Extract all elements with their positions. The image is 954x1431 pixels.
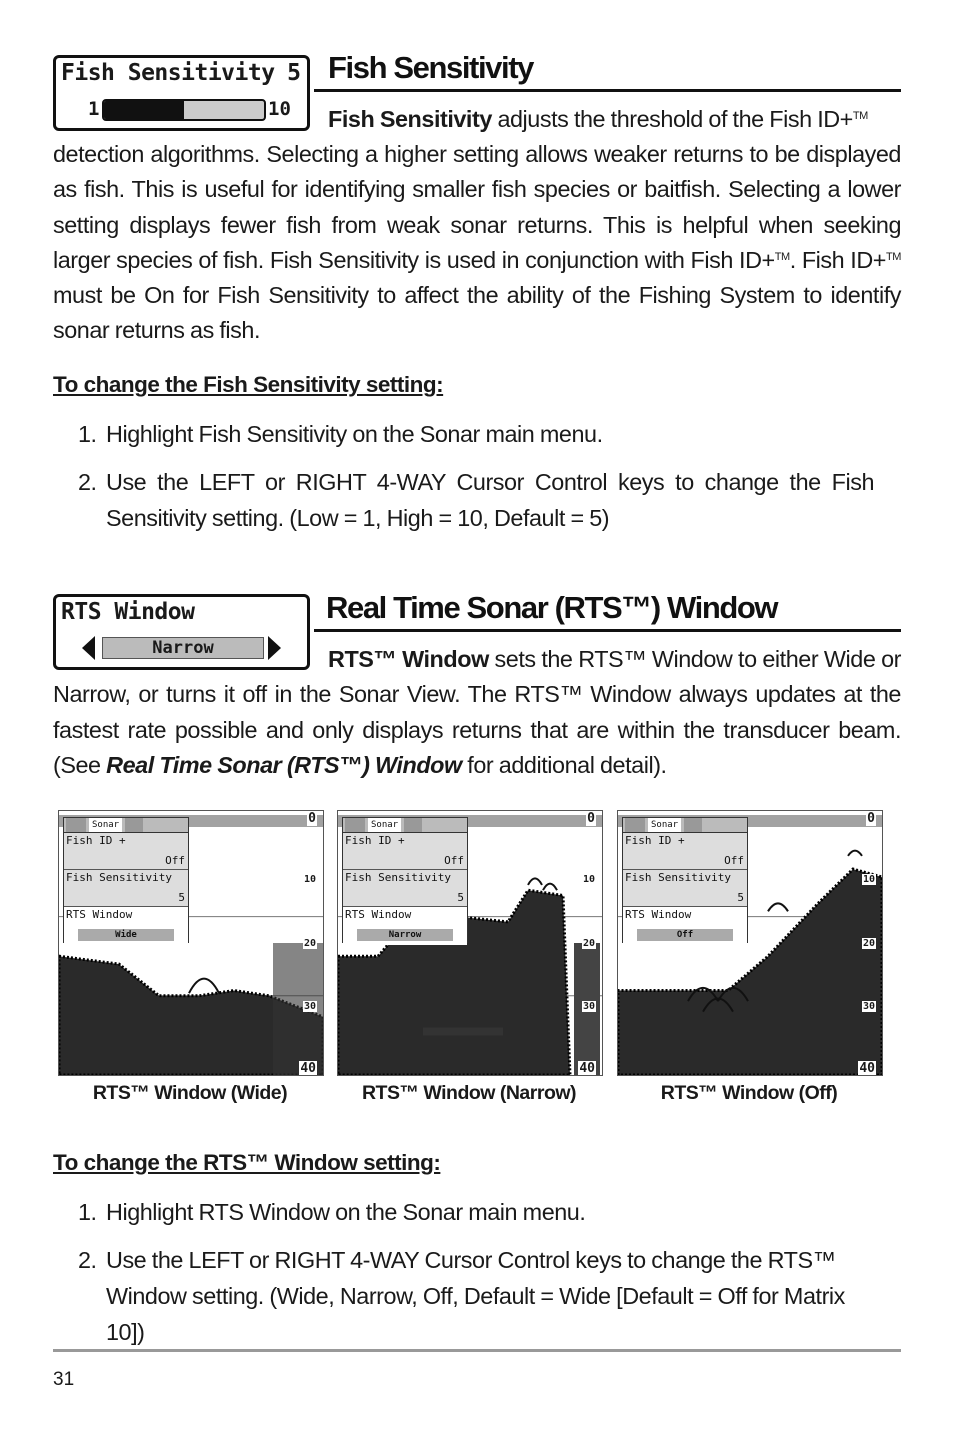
lead-end: for additional detail). (461, 751, 667, 778)
fish-sensitivity-menu-label: Fish Sensitivity (61, 60, 275, 86)
tab-icon (66, 818, 86, 832)
tm-mark: TM (886, 250, 901, 263)
body-paragraph: detection algorithms. Selecting a higher setting allows weaker returns to be displayed as fish. This is useful for identifying smaller fish species or baitfish. Selecting a lower setting displays fewer fish from weak sonar returns. This is helpful when seeking larger species of fish. Fish Sensitivity is used in conjunction with Fish (53, 141, 901, 273)
step-number: 2. (78, 1247, 97, 1273)
depth-tick: 40 (859, 1061, 875, 1076)
menu-row-value: Wide (78, 929, 174, 941)
step-text: Highlight Fish Sensitivity on the Sonar main menu. (106, 421, 603, 447)
slider-min-label: 1 (88, 98, 100, 120)
sonar-menu-overlay (622, 817, 748, 943)
sonar-screen-narrow (337, 810, 603, 1076)
fish-step-1 (78, 416, 878, 452)
menu-row-label: Fish Sensitivity (345, 871, 451, 884)
menu-row-fish-id (623, 833, 747, 870)
menu-row-value: Off (724, 854, 744, 867)
fish-sensitivity-slider (102, 99, 266, 121)
title-rule (314, 629, 901, 632)
sonar-screen-wide (58, 810, 324, 1076)
slider-fill (104, 101, 184, 119)
rts-window-body (53, 642, 901, 783)
depth-tick: 10 (582, 874, 595, 886)
menu-row-label: RTS Window (345, 908, 412, 921)
menu-row-label: RTS Window (625, 908, 692, 921)
depth-tick: 30 (303, 1001, 316, 1013)
sonar-menu-overlay (63, 817, 189, 943)
fish-school (423, 1027, 503, 1035)
tab-icon (625, 818, 645, 832)
fish-arch (543, 884, 557, 891)
screen-caption: RTS™ Window (Wide) (92, 1082, 288, 1104)
rts-step-2 (78, 1242, 878, 1350)
step-text: Use the LEFT or RIGHT 4-WAY Cursor Control keys to change the RTS™ Window setting. (Wide, Narrow, Off, Default = Wide [Default = Off for Matrix 10]) (106, 1247, 845, 1345)
screen-caption: RTS™ Window (Narrow) (361, 1082, 577, 1104)
tab-sonar: Sonar (648, 818, 681, 832)
menu-row-label: Fish Sensitivity (625, 871, 731, 884)
depth-tick: 40 (579, 1061, 595, 1076)
menu-row-fish-sensitivity (623, 870, 747, 907)
fish-step-2 (78, 464, 874, 536)
tab-icon (345, 818, 365, 832)
title-rule (314, 89, 901, 92)
depth-tick: 0 (867, 811, 875, 826)
menu-row-fish-sensitivity (64, 870, 188, 907)
fish-arch (848, 851, 862, 856)
tm-mark: TM (774, 250, 790, 263)
tab-sonar: Sonar (368, 818, 401, 832)
menu-row-value: 5 (737, 891, 744, 904)
menu-row-rts-window (343, 907, 467, 945)
depth-tick: 20 (862, 937, 875, 949)
fish-sensitivity-lead (328, 102, 903, 137)
fish-arch (768, 903, 788, 911)
step-text: Highlight RTS Window on the Sonar main menu. (106, 1199, 586, 1225)
slider-max-label: 10 (268, 98, 291, 120)
footer-rule (53, 1349, 901, 1352)
fish-sensitivity-body (53, 137, 901, 349)
menu-row-rts-window (64, 907, 188, 945)
menu-row-label: Fish ID + (345, 834, 405, 847)
depth-tick: 30 (862, 1001, 875, 1013)
depth-tick: 40 (300, 1061, 316, 1076)
screen-caption: RTS™ Window (Off) (660, 1082, 838, 1104)
menu-row-label: RTS Window (66, 908, 133, 921)
menu-tabs (64, 818, 188, 833)
depth-tick: 10 (862, 874, 875, 886)
body-id-a: ID+ (739, 246, 775, 273)
body-id-b: . Fish ID+ (789, 246, 887, 273)
fish-sensitivity-procedure-heading: To change the Fish Sensitivity setting: (53, 372, 444, 397)
fish-sensitivity-menu-image (53, 55, 310, 131)
lead-bold: Fish Sensitivity (328, 106, 492, 132)
rts-step-1 (78, 1194, 878, 1230)
fish-arch (189, 979, 219, 994)
rts-window-title: Real Time Sonar (RTS™) Window (326, 590, 778, 625)
menu-row-fish-sensitivity (343, 870, 467, 907)
rts-window-procedure-heading: To change the RTS™ Window setting: (53, 1150, 441, 1175)
menu-row-value: Off (637, 929, 733, 941)
tab-icon (684, 818, 702, 832)
fish-sensitivity-menu-value: 5 (287, 60, 301, 86)
menu-row-label: Fish ID + (625, 834, 685, 847)
rts-window-menu-label: RTS Window (61, 599, 195, 625)
menu-row-value: 5 (457, 891, 464, 904)
depth-tick: 0 (587, 811, 595, 826)
menu-row-value: Off (165, 854, 185, 867)
menu-tabs (343, 818, 467, 833)
menu-tabs (623, 818, 747, 833)
step-number: 2. (78, 469, 97, 495)
lead-italic-ref: Real Time Sonar (RTS™) Window (106, 751, 462, 778)
menu-row-value: Off (444, 854, 464, 867)
step-text: Use the LEFT or RIGHT 4-WAY Cursor Control keys to change the Fish Sensitivity setting. (Low = 1, High = 10, Default = 5) (106, 469, 874, 531)
sonar-screen-off (617, 810, 883, 1076)
lead-text: sets the RTS™ Window to either Wide or Narrow, or turns it off in the Sonar View. The RTS™ Window always updates at the fastest rate possible and only displays returns that are within the transducer beam. (See (53, 646, 901, 778)
menu-row-fish-id (343, 833, 467, 870)
depth-tick: 10 (303, 874, 316, 886)
depth-tick: 20 (582, 937, 595, 949)
lead-bold: RTS™ Window (328, 646, 489, 672)
page-number: 31 (53, 1369, 75, 1390)
menu-row-value: 5 (178, 891, 185, 904)
depth-tick: 0 (308, 811, 316, 826)
rts-window-menu-value: Narrow (152, 638, 214, 658)
fish-sensitivity-title: Fish Sensitivity (328, 50, 533, 85)
lead-text: adjusts the threshold of the Fish ID+ (491, 106, 853, 132)
sonar-menu-overlay (342, 817, 468, 943)
menu-row-rts-window (623, 907, 747, 945)
menu-row-fish-id (64, 833, 188, 870)
depth-tick: 30 (582, 1001, 595, 1013)
fish-arch (528, 878, 542, 885)
step-number: 1. (78, 421, 97, 447)
menu-row-value: Narrow (357, 929, 453, 941)
tab-icon (125, 818, 143, 832)
body-id-c: must be On for Fish Sensitivity to affect the ability of the Fishing System to identify sonar returns as fish. (53, 282, 901, 344)
depth-tick: 20 (303, 937, 316, 949)
menu-row-label: Fish Sensitivity (66, 871, 172, 884)
menu-row-label: Fish ID + (66, 834, 126, 847)
tab-icon (404, 818, 422, 832)
tab-sonar: Sonar (89, 818, 122, 832)
step-number: 1. (78, 1199, 97, 1225)
tm-mark: TM (852, 110, 868, 122)
